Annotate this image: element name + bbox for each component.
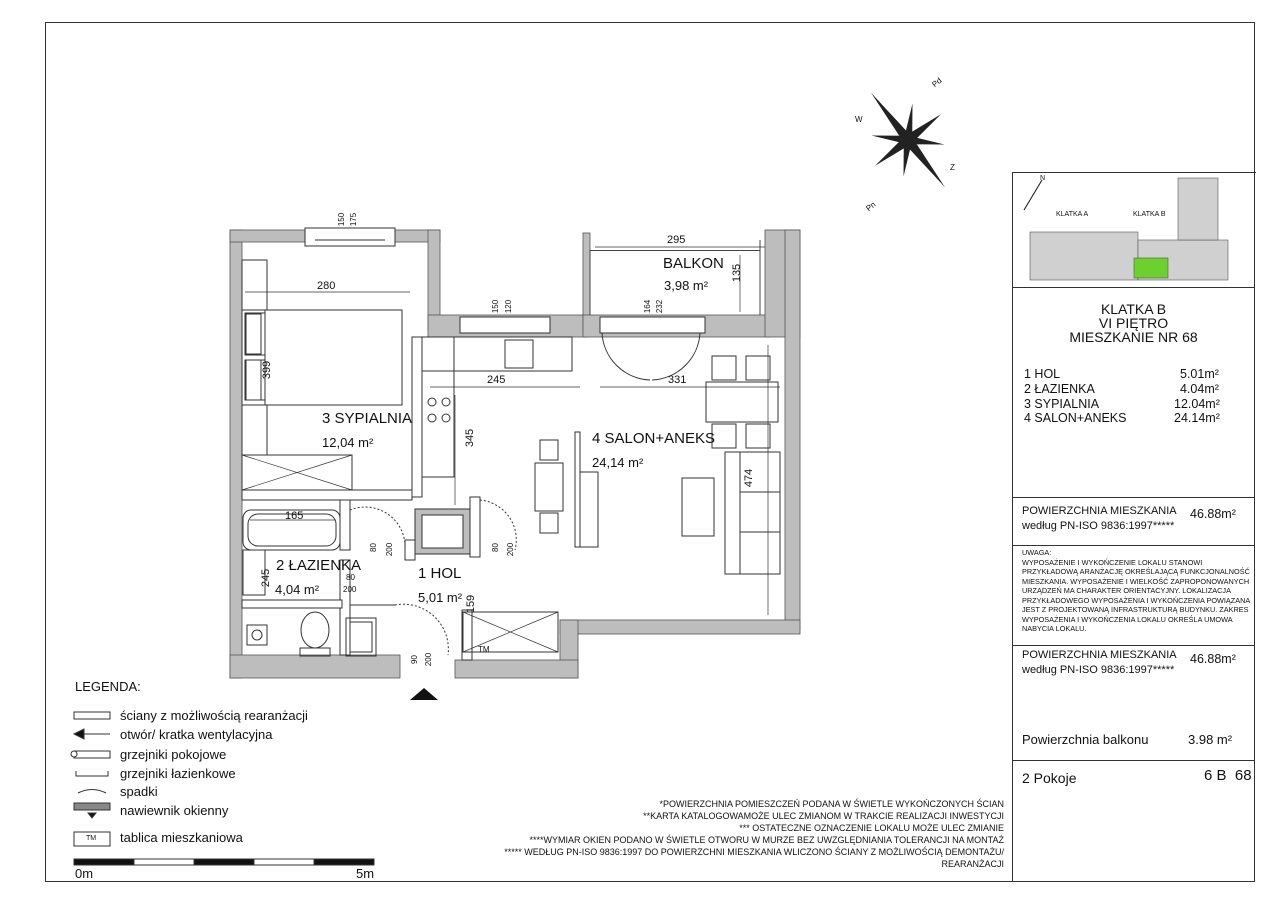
compass-pn: Pn xyxy=(864,199,878,214)
dim-295: 295 xyxy=(667,234,686,246)
dim-window-120: 120 xyxy=(504,299,514,314)
tm-marker: TM xyxy=(478,645,490,654)
panel-room-area: 24.14m² xyxy=(1174,411,1220,425)
dim-135: 135 xyxy=(731,263,744,283)
dim-door-80c: 80 xyxy=(346,573,355,582)
pow-label: POWIERZCHNIA MIESZKANIA xyxy=(1022,505,1177,517)
scale-start: 0m xyxy=(75,866,94,881)
compass-w: W xyxy=(855,115,863,124)
panel-divider xyxy=(1012,545,1255,546)
outer-walls xyxy=(230,230,800,678)
dim-door-200d: 200 xyxy=(424,652,434,667)
panel-room-name: 1 HOL xyxy=(1024,367,1061,381)
room-label-lazienka: 2 ŁAZIENKA xyxy=(276,557,362,574)
footnote: **KARTA KATALOGOWAMOŻE ULEC ZMIANOM W TRAKCIE REALIZACJI INWESTYCJI xyxy=(643,811,1004,821)
panel-room-area: 5.01m² xyxy=(1180,367,1219,381)
bed xyxy=(242,310,402,405)
room-label-salon: 4 SALON+ANEKS xyxy=(592,430,715,447)
room-area-salon: 24,14 m² xyxy=(592,455,644,470)
apartment-code: 6 B 68 xyxy=(1204,767,1252,784)
dim-window-150a: 150 xyxy=(337,212,347,227)
panel-divider xyxy=(1012,760,1255,761)
pokoje-label: 2 Pokoje xyxy=(1022,770,1077,786)
pow-label: POWIERZCHNIA MIESZKANIA xyxy=(1022,649,1177,661)
interior-walls xyxy=(242,337,480,660)
dim-door-200b: 200 xyxy=(506,542,516,557)
legend-item: spadki xyxy=(120,784,158,799)
room-area-hol: 5,01 m² xyxy=(418,590,463,605)
dim-165: 165 xyxy=(285,510,304,522)
dim-window-175: 175 xyxy=(349,212,359,227)
panel-header-line: KLATKA B xyxy=(1100,301,1167,317)
pow-label: według PN-ISO 9836:1997***** xyxy=(1022,664,1175,676)
room-label-balkon: BALKON xyxy=(663,255,724,272)
room-area-balkon: 3,98 m² xyxy=(664,278,709,293)
keyplan-klatka-a: KLATKA A xyxy=(1056,211,1089,218)
panel-room-name: 3 SYPIALNIA xyxy=(1024,397,1100,411)
room-area-lazienka: 4,04 m² xyxy=(275,582,320,597)
dim-280: 280 xyxy=(317,280,336,292)
dim-window-232: 232 xyxy=(655,299,665,314)
footnote: ****WYMIAR OKIEN PODANO W ŚWIETLE OTWORU W MURZE BEZ UWZGLĘDNIANIA TOLERANCJI NA MONTAŻ xyxy=(529,835,1004,845)
pow-value: 46.88m² xyxy=(1190,652,1236,666)
legend-item: otwór/ kratka wentylacyjna xyxy=(120,727,273,742)
compass-rose xyxy=(838,67,978,213)
dim-door-90: 90 xyxy=(409,655,419,664)
panel-divider xyxy=(1012,645,1255,646)
scale-end: 5m xyxy=(356,866,375,881)
panel-divider xyxy=(1012,497,1255,498)
dim-474: 474 xyxy=(743,468,756,488)
legend-item: tablica mieszkaniowa xyxy=(120,830,243,845)
legend-item: grzejniki pokojowe xyxy=(120,747,227,762)
footnote: *** OSTATECZNE OZNACZENIE LOKALU MOŻE ULEC ZMIANIE xyxy=(739,823,1004,833)
dim-331: 331 xyxy=(668,374,687,386)
dim-window-164: 164 xyxy=(643,299,653,314)
room-label-hol: 1 HOL xyxy=(418,565,462,582)
panel-header-line: VI PIĘTRO xyxy=(1098,315,1169,331)
footnote: REARANŻACJI xyxy=(941,859,1004,869)
legend-tm-box: TM xyxy=(86,835,97,842)
footnote: *POWIERZCHNIA POMIESZCZEŃ PODANA W ŚWIETLE WYKOŃCZONYCH ŚCIAN xyxy=(659,799,1004,809)
dim-door-200a: 200 xyxy=(385,542,395,557)
footnote: ***** WEDŁUG PN-ISO 9836:1997 DO POWIERZCHNI MIESZKANIA WLICZONO ŚCIANY Z MOŻLIWOŚCIĄ DEMONTAŻU/ xyxy=(504,847,1004,857)
compass-pd: Pd xyxy=(930,75,944,90)
keyplan-north: N xyxy=(1040,175,1046,182)
dim-window-150b: 150 xyxy=(491,299,501,314)
room-label-sypialnia: 3 SYPIALNIA xyxy=(322,410,413,427)
dim-345: 345 xyxy=(464,428,477,448)
legend-item: grzejniki łazienkowe xyxy=(120,766,236,781)
panel-room-name: 2 ŁAZIENKA xyxy=(1024,382,1095,396)
dim-door-80b: 80 xyxy=(490,543,500,552)
legend-item: ściany z możliwością rearanżacji xyxy=(120,708,308,723)
compass-z: Z xyxy=(950,163,955,172)
panel-header-line: MIESZKANIE NR 68 xyxy=(1069,329,1198,345)
room-area-sypialnia: 12,04 m² xyxy=(322,435,374,450)
dim-245: 245 xyxy=(487,374,506,386)
keyplan-klatka-b: KLATKA B xyxy=(1133,211,1166,218)
dim-399: 399 xyxy=(261,360,274,380)
panel-room-area: 4.04m² xyxy=(1180,382,1219,396)
panel-room-area: 12.04m² xyxy=(1174,397,1220,411)
uwaga-note: UWAGA: WYPOSAŻENIE I WYKOŃCZENIE LOKALU STANOWI PRZYKŁADOWĄ ARANŻACJĘ OKREŚLAJĄCĄ FUNKCJONALNOŚĆ MIESZKANIA. WYPOSAŻENIE I WIELKOŚĆ ZAPROPONOWANYCH URZĄDZEŃ MA CHARAKTER ORIENTACYJNY. LOKALIZACJA PRZYKŁADOWEGO WYPOSAŻENIA I WYKOŃCZENIA POWIĄZANA JEST Z PROJEKTOWANĄ INFRASTRUKTURĄ BUDYNKU. ZAKRES WYPOSAŻENIA I WYKOŃCZENIA LOKALU OKREŚLA UMOWA NABYCIA LOKALU. xyxy=(1022,548,1251,633)
panel-room-name: 4 SALON+ANEKS xyxy=(1024,411,1127,425)
pow-value: 46.88m² xyxy=(1190,507,1236,521)
pow-label: według PN-ISO 9836:1997***** xyxy=(1022,520,1175,532)
dim-door-200c: 200 xyxy=(343,585,357,594)
balkon-value: 3.98 m² xyxy=(1188,732,1233,747)
dim-159: 159 xyxy=(465,594,478,614)
balkon-label: Powierzchnia balkonu xyxy=(1022,732,1149,747)
legend-title: LEGENDA: xyxy=(75,679,141,694)
panel-divider xyxy=(1012,287,1255,288)
dim-245-vertical: 245 xyxy=(260,568,273,588)
dim-door-80a: 80 xyxy=(368,543,378,552)
legend-item: nawiewnik okienny xyxy=(120,803,229,818)
